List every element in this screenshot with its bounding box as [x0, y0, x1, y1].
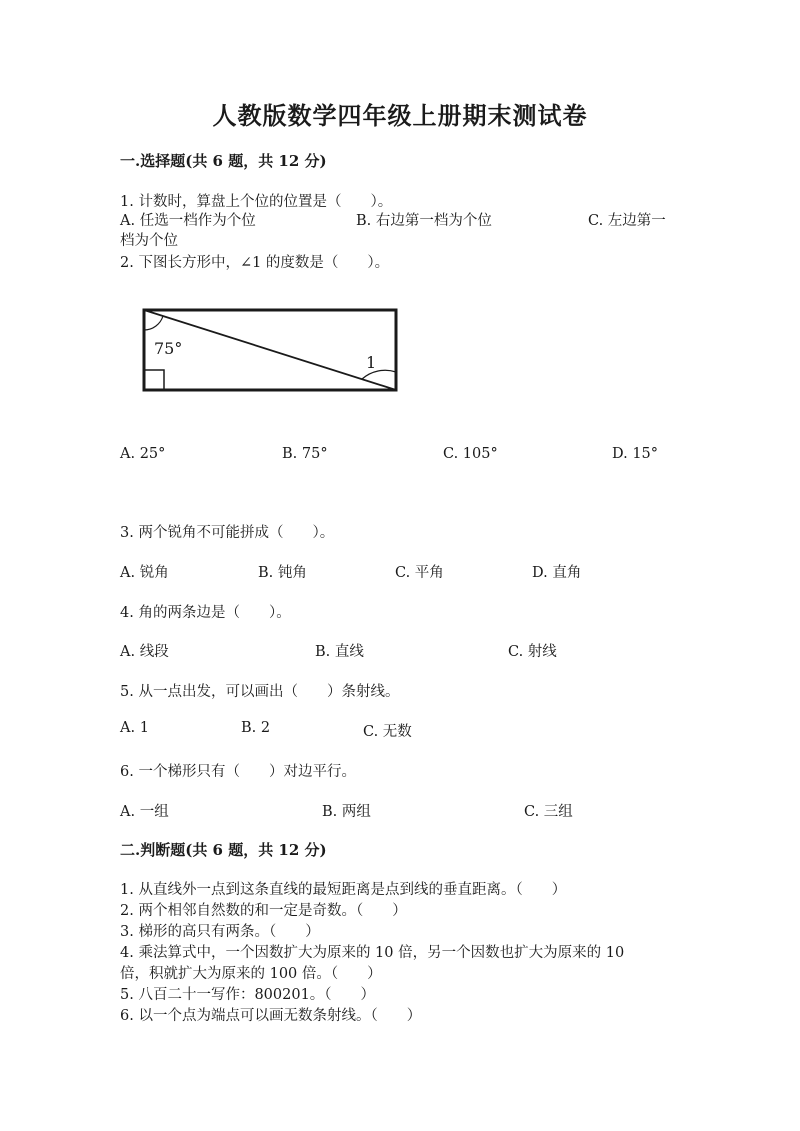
question-3-option-d: D. 直角 — [532, 565, 582, 581]
judgment-item: 4. 乘法算式中，一个因数扩大为原来的 10 倍，另一个因数也扩大为原来的 10 — [120, 945, 625, 961]
question-3-option-c: C. 平角 — [395, 565, 444, 581]
question-3-stem: 3. 两个锐角不可能拼成（ ）。 — [120, 525, 335, 541]
angle-75-arc — [144, 316, 163, 330]
question-2-stem: 2. 下图长方形中，∠1 的度数是（ ）。 — [120, 255, 390, 271]
question-2-option-b: B. 75° — [282, 446, 328, 462]
judgment-item: 3. 梯形的高只有两条。（ ） — [120, 924, 320, 940]
question-2-option-c: C. 105° — [443, 446, 498, 462]
question-4-option-b: B. 直线 — [315, 644, 364, 660]
judgment-item: 2. 两个相邻自然数的和一定是奇数。（ ） — [120, 903, 407, 919]
judgment-item: 1. 从直线外一点到这条直线的最短距离是点到线的垂直距离。（ ） — [120, 882, 567, 898]
question-5-option-c: C. 无数 — [363, 724, 412, 740]
question-1-option-c-wrap: 档为个位 — [120, 233, 178, 249]
question-6-option-b: B. 两组 — [322, 804, 371, 820]
question-3-option-b: B. 钝角 — [258, 565, 307, 581]
question-6-stem: 6. 一个梯形只有（ ）对边平行。 — [120, 764, 356, 780]
angle-75-label: 75° — [154, 339, 183, 358]
angle-1-label: 1 — [366, 353, 377, 372]
section-heading-judgment: 二.判断题(共 6 题，共 12 分) — [120, 841, 327, 859]
question-4-stem: 4. 角的两条边是（ ）。 — [120, 605, 291, 621]
question-6-option-a: A. 一组 — [120, 804, 169, 820]
right-angle-mark — [144, 370, 164, 390]
question-1-option-a: A. 任选一档作为个位 — [120, 213, 256, 229]
question-1-option-b: B. 右边第一档为个位 — [356, 213, 492, 229]
question-2-option-a: A. 25° — [120, 446, 166, 462]
question-4-option-a: A. 线段 — [120, 644, 169, 660]
page-title: 人教版数学四年级上册期末测试卷 — [212, 101, 588, 130]
question-2-option-d: D. 15° — [612, 446, 659, 462]
question-1-stem: 1. 计数时，算盘上个位的位置是（ ）。 — [120, 194, 393, 210]
section-heading-choice: 一.选择题(共 6 题，共 12 分) — [120, 152, 327, 170]
question-5-option-a: A. 1 — [120, 720, 149, 736]
question-3-option-a: A. 锐角 — [120, 565, 169, 581]
judgment-item: 6. 以一个点为端点可以画无数条射线。（ ） — [120, 1008, 422, 1024]
question-6-option-c: C. 三组 — [524, 804, 573, 820]
question-5-option-b: B. 2 — [241, 720, 271, 736]
rectangle-diagram — [138, 304, 404, 396]
question-1-option-c: C. 左边第一 — [588, 213, 666, 229]
question-4-option-c: C. 射线 — [508, 644, 557, 660]
question-5-stem: 5. 从一点出发，可以画出（ ）条射线。 — [120, 684, 400, 700]
judgment-item: 5. 八百二十一写作：800201。（ ） — [120, 987, 376, 1003]
judgment-item-wrap: 倍，积就扩大为原来的 100 倍。（ ） — [120, 966, 382, 982]
